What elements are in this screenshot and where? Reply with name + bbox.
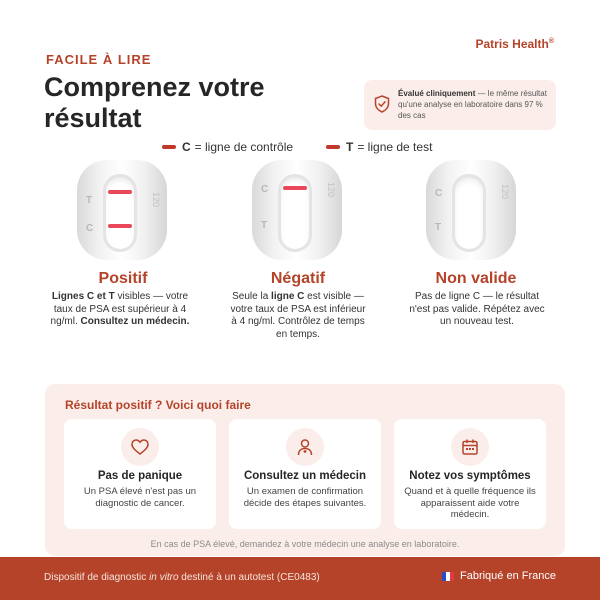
panel-footnote: En cas de PSA élevé, demandez à votre médecin une analyse en laboratoire. <box>150 539 460 549</box>
result-desc-invalid: Pas de ligne C — le résultat n'est pas valide. Répétez avec un nouveau test. <box>409 291 545 327</box>
calendar-icon <box>451 428 489 466</box>
clinical-evaluation-badge <box>364 80 556 130</box>
card-title: Consultez un médecin <box>243 470 367 482</box>
evaluation-lead: Évalué cliniquement <box>398 89 476 98</box>
card-desc: Un PSA élevé n'est pas un diagnostic de cancer. <box>83 486 197 509</box>
cassette-mark: 120 <box>151 192 161 208</box>
result-desc-text: visibles — votre taux de PSA est supérieur à 4 ng/ml. <box>50 291 189 327</box>
legend-control-line <box>162 139 293 155</box>
legend-test-line <box>326 139 432 155</box>
footer-bar <box>0 557 600 600</box>
page-title: Comprenez votre résultat <box>44 72 265 133</box>
cassette-label-t: T <box>261 220 268 231</box>
cassette-label-t: T <box>435 222 442 233</box>
result-desc-bold: Consultez un médecin. <box>80 316 190 327</box>
result-desc-positive <box>50 291 190 329</box>
made-in-france <box>442 570 556 582</box>
eyebrow-label: FACILE À LIRE <box>46 52 152 67</box>
test-line <box>108 224 132 228</box>
cassette-label-c: C <box>86 223 94 234</box>
cassette-label-t: T <box>86 195 93 206</box>
brand-mark: ® <box>548 38 554 45</box>
result-title-invalid: Non valide <box>435 270 517 287</box>
made-in-label: Fabriqué en France <box>460 570 556 582</box>
control-line <box>108 190 132 194</box>
result-window <box>103 174 137 252</box>
result-desc-bold: ligne C <box>271 291 305 302</box>
brand-name: Patris Health <box>475 37 549 51</box>
doctor-icon <box>286 428 324 466</box>
cassette-mark: 120 <box>326 182 336 198</box>
cassette-label-c: C <box>261 184 269 195</box>
test-line-swatch <box>326 145 340 149</box>
test-cassette-positive <box>77 160 167 260</box>
test-cassette-negative <box>252 160 342 260</box>
result-desc-negative <box>228 291 368 341</box>
evaluation-text <box>398 88 550 121</box>
cassette-mark: 120 <box>500 184 510 200</box>
result-title-positive: Positif <box>98 270 148 287</box>
control-line-swatch <box>162 145 176 149</box>
action-card-no-panic <box>64 419 216 529</box>
result-desc-bold: Lignes C et T <box>51 291 115 302</box>
result-title-negative: Négatif <box>270 270 326 287</box>
card-desc: Quand et à quelle fréquence ils apparaissent aide votre médecin. <box>404 486 536 520</box>
card-title: Notez vos symptômes <box>409 470 531 482</box>
cassette-label-c: C <box>435 188 443 199</box>
heart-icon <box>121 428 159 466</box>
footer-disclaimer <box>44 572 320 583</box>
evaluation-body: — le même résultat qu'une analyse en laboratoire dans 97 % des cas <box>398 89 547 120</box>
positive-result-panel <box>45 384 565 556</box>
legend-t-text: = ligne de test <box>357 140 433 154</box>
france-flag-icon <box>442 572 454 581</box>
legend-t-key: T <box>346 140 354 154</box>
footer-text: Dispositif de diagnostic <box>44 572 150 583</box>
legend-c-text: = ligne de contrôle <box>194 140 294 154</box>
action-card-note-symptoms <box>394 419 546 529</box>
test-cassette-invalid <box>426 160 516 260</box>
result-desc-text: est visible — votre taux de PSA est inférieur à 4 ng/ml. Contrôlez de temps en temps. <box>230 291 366 340</box>
action-card-see-doctor <box>229 419 381 529</box>
card-desc: Un examen de confirmation décide des étapes suivantes. <box>243 486 367 509</box>
result-window <box>452 174 486 252</box>
legend-c-key: C <box>182 140 191 154</box>
card-title: Pas de panique <box>97 470 183 482</box>
result-desc-text: Seule la <box>232 291 272 302</box>
control-line <box>283 186 307 190</box>
brand-logo <box>475 37 554 51</box>
footer-italic: in vitro <box>149 572 179 583</box>
shield-check-icon <box>374 95 390 113</box>
footer-text: destiné à un autotest (CE0483) <box>178 572 320 583</box>
panel-title: Résultat positif ? Voici quoi faire <box>65 398 251 412</box>
